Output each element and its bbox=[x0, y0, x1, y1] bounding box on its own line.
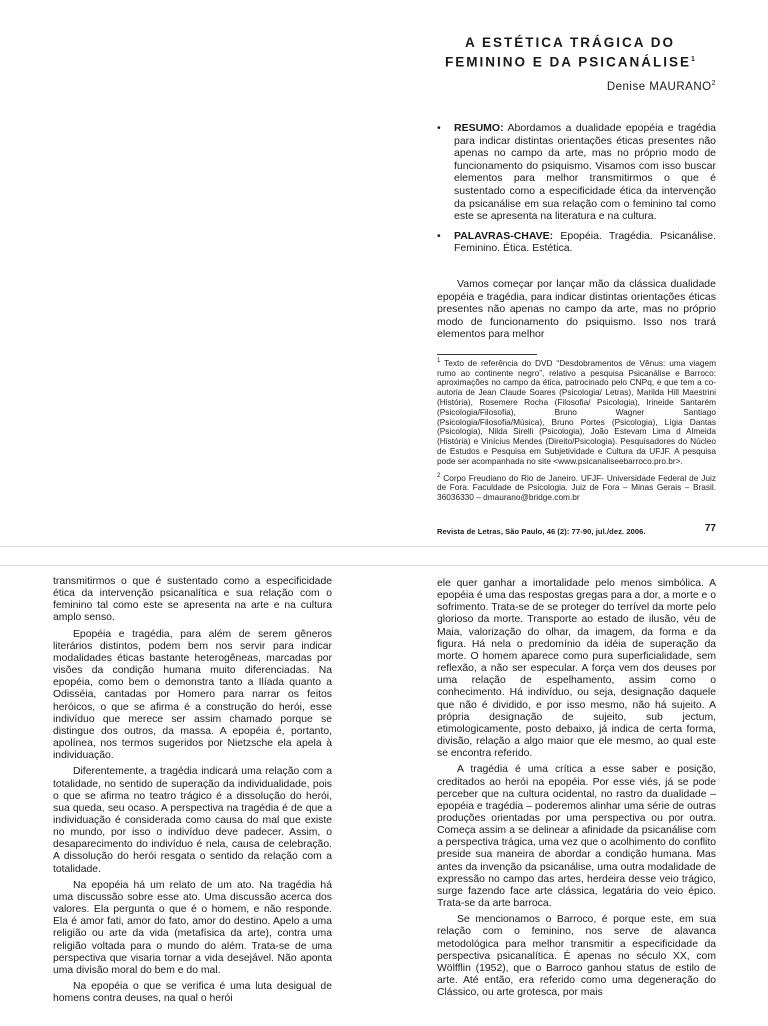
author-line bbox=[520, 80, 716, 93]
right-paragraph-3: Se mencionamos o Barroco, é porque este, em sua relação com o feminino, nos serve de alavanca metodológica para melhor transmitir a especificidade da perspectiva psicanalítica. É apenas no século XX, com Wölfflin (1952), que o Barroco ganhou status de estilo de arte. Até então, era referido como uma degeneração do Clássico, ou arte grotesca, por mais bbox=[437, 914, 716, 999]
footnote-2-mark: 2 bbox=[437, 472, 441, 479]
title-line-1: A ESTÉTICA TRÁGICA DO bbox=[465, 35, 675, 50]
left-column bbox=[53, 576, 332, 1024]
abstract-block bbox=[437, 122, 716, 255]
right-paragraph-2: A tragédia é uma crítica a esse saber e posição, creditados ao herói na epopéia. Por esse viés, já se pode perceber que na cultura ocidental, no rastro da dualidade – epopéia e tragédia – poderemos alinhar uma série de outras produções orientadas por uma perspectiva ou por outra. Começa assim a se delinear a afinidade da psicanálise com a perspectiva trágica, uma vez que o acolhimento do conflito preside sua maneira de abordar a condição humana. Mas antes da invenção da psicanálise, uma outra modalidade de expressão no campo das artes, herdeira desse veio trágico, surge fazendo face arte clássica, legatária do veio épico. Trata-se da arte barroca. bbox=[437, 764, 716, 910]
author-footnote-mark: 2 bbox=[711, 80, 716, 87]
keywords-paragraph bbox=[437, 230, 716, 255]
abstract-text: Abordamos a dualidade epopéia e tragédia para indicar distintas orientações éticas presentes não apenas no campo da arte, mas no próprio modo de funcionamento do psiquismo. Visamos com isso buscar elementos para melhor transmitirmos o que é sustentado como a especificidade ética da intervenção da psicanálise em sua relação com o feminino tal como este se apresenta na literatura e na cultura. bbox=[454, 122, 716, 223]
abstract-paragraph bbox=[437, 122, 716, 223]
keywords-label: PALAVRAS-CHAVE: bbox=[454, 229, 554, 242]
footnote-1-mark: 1 bbox=[437, 358, 441, 364]
footnote-1-text: Texto de referência do DVD “Desdobramentos de Vênus: uma viagem rumo ao continente negro”, relativo a pesquisa Psicanálise e Barroco: aproximações no campo da ética, patrocinado pelo CNPq, e que tem a co-autoria de Jean Claude Soares (Psicologia/ Letras), Marilda Hill Maestrini (História), Rosemere Rocha (Filosofia/ Psicologia), Irineide Santarém (Psicologia/Filosofia), Bruno Wagner Santiago (Psicologia/Filosofia/Música), Bruno Portes (Psicologia), Lígia Dantas (Psicologia), Nilda Sirelli (Psicologia), João Estevam Lima d Almeida (História) e Vinícius Mendes (Direito/Psicologia). Pesquisadores do Núcleo de Estudos e Pesquisa em Subjetividade e Cultura da UFJF. A pesquisa pode ser acompanhada no site <www.psicanaliseebarroco.pro.br>. bbox=[437, 357, 717, 466]
title-line-2: FEMININO E DA PSICANÁLISE bbox=[445, 54, 692, 70]
article-title bbox=[420, 34, 720, 71]
right-paragraph-1: ele quer ganhar a imortalidade pelo menos simbólica. A epopéia é uma das respostas gregas para a dor, a morte e o sofrimento. Trata-se de se proteger do terrível da morte pelo glorioso da morte. Transporte ao estado de ilusão, véu de Maia, valorização do olhar, da imagem, da forma e da figura. Há nela o predomínio da idéia de superação da morte. O homem aparece como pura superficialidade, sem reflexão, a não ser especular. A força vem dos deuses por uma relação de espelhamento, assim como o conhecimento. Há indivíduo, ou seja, designação daquele que não é dividido, e por isso mesmo, não há sujeito. A própria designação de sujeito, sub jectum, etimologicamente, posto debaixo, já indica de certa forma, divisão, relação a algo maior que ele mesmo, ao qual este se encontra referido. bbox=[437, 578, 716, 760]
left-paragraph-4: Na epopéia há um relato de um ato. Na tragédia há uma discussão sobre esse ato. Uma discussão acerca dos valores. Ela pergunta o que é o homem, e não responde. Ela é amor fati, amor do fato, amor do destino. Apelo a uma religião ou arte da vida (metafísica da arte), contra uma religião voltada para o mundo do além. Trata-se de uma perspectiva que visaria tornar a vida desejável. Não aponta uma divisão moral do bem e do mal. bbox=[53, 879, 332, 976]
page-break bbox=[0, 546, 768, 566]
left-paragraph-1: transmitirmos o que é sustentado como a especificidade ética da intervenção psicanalítica e sua relação com o feminino tal como este se apresenta na arte e na cultura amplo senso. bbox=[53, 576, 332, 624]
bullet-icon: • bbox=[437, 229, 441, 242]
intro-paragraph: Vamos começar por lançar mão da clássica dualidade epopéia e tragédia, para indicar distintas orientações éticas presentes não apenas no campo da arte, mas no próprio modo de funcionamento do psiquismo. Isso nos trará elementos para melhor bbox=[437, 278, 716, 341]
bullet-icon: • bbox=[437, 122, 441, 134]
left-paragraph-3: Diferentemente, a tragédia indicará uma relação com a totalidade, no sentido de superação da individualidade, pois o que se afirma no teatro trágico é a dissolução do herói, sua queda, seu ocaso. A perspectiva na tragédia é de que a individuação é considerada como causa do mal que existe no mundo, por isso o indivíduo deve padecer. Assim, o desaparecimento do indivíduo é nela, causa de celebração. A dissolução do herói resgata o sentido da relação com a totalidade. bbox=[53, 766, 332, 875]
author-name: Denise MAURANO bbox=[606, 80, 712, 93]
footnote-1 bbox=[437, 357, 716, 467]
footnotes bbox=[437, 357, 716, 508]
abstract-label: RESUMO: bbox=[454, 122, 504, 134]
page-number: 77 bbox=[704, 523, 716, 534]
footnote-divider bbox=[437, 354, 537, 355]
footnote-2-text: Corpo Freudiano do Rio de Janeiro. UFJF- Universidade Federal de Juiz de Fora. Faculdade de Psicologia. Juiz de Fora – Minas Gerais – Brasil. 36036330 – dmaurano@bridge.com.br bbox=[437, 472, 716, 502]
left-paragraph-2: Epopéia e tragédia, para além de serem gêneros literários distintos, podem bem nos servir para indicar modalidades éticas bastante heterogêneas, marcadas por visões da condição humana muito diferenciadas. Na epopéia, como bem o demonstra tanto a Ilíada quanto a Odisséia, cantadas por Homero para narrar os feitos heróicos, o que se afirma é a construção do herói, esse indivíduo que merece ser assim chamado porque se distingue dos outros, da massa. A epopéia é, portanto, apolínea, nos termos sugeridos por Nietzsche ela apela à individuação. bbox=[53, 628, 332, 762]
keywords-text: Epopéia. Tragédia. Psicanálise. Feminino. Ética. Estética. bbox=[454, 229, 717, 255]
footnote-2 bbox=[437, 472, 716, 503]
journal-reference: Revista de Letras, São Paulo, 46 (2): 77-90, jul./dez. 2006. bbox=[437, 527, 646, 536]
right-column bbox=[437, 578, 716, 1026]
title-footnote-mark: 1 bbox=[691, 56, 695, 63]
left-paragraph-5: Na epopéia o que se verifica é uma luta desigual de homens contra deuses, na qual o herói bbox=[53, 981, 332, 1005]
